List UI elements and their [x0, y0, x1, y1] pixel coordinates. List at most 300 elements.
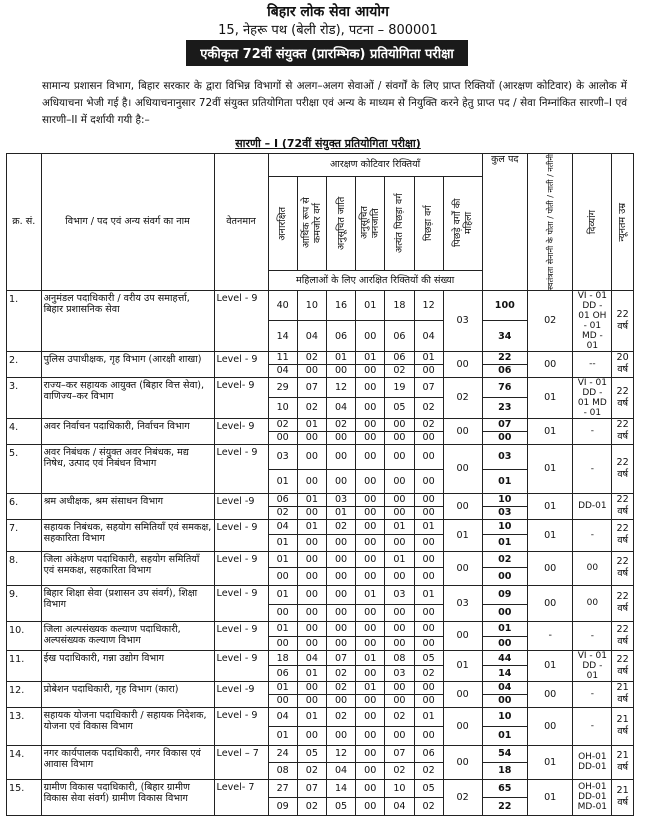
col-ebc: अत्यंत पिछड़ा वर्ग — [385, 176, 414, 270]
table-row — [7, 377, 634, 397]
row-women-vacancy: 04 — [414, 321, 443, 352]
row-min-age: 22 वर्ष — [612, 585, 634, 621]
row-vacancy: 01 — [268, 585, 297, 604]
row-dept-name: सहायक योजना पदाधिकारी / सहायक निदेशक, योजना एवं विकास विभाग — [41, 707, 214, 745]
row-women-vacancy: 00 — [326, 726, 355, 745]
row-women-vacancy: 06 — [326, 321, 355, 352]
row-vacancy: 01 — [356, 650, 385, 666]
row-vacancy: 03 — [326, 493, 355, 506]
row-women-vacancy: 00 — [356, 364, 385, 377]
row-vacancy-bcw: 00 — [443, 493, 482, 519]
row-total: 03 — [482, 444, 527, 469]
row-women-vacancy: 02 — [297, 397, 326, 418]
row-disabled: - — [573, 681, 612, 707]
row-women-vacancy: 00 — [326, 567, 355, 585]
row-freedom-fighter: 00 — [528, 681, 573, 707]
row-vacancy-bcw: 00 — [443, 707, 482, 745]
col-total: कुल पद — [482, 154, 527, 291]
row-women-vacancy: 01 — [268, 726, 297, 745]
row-women-vacancy: 00 — [356, 397, 385, 418]
row-women-vacancy: 02 — [326, 666, 355, 682]
row-women-vacancy: 05 — [326, 797, 355, 815]
row-women-vacancy: 00 — [385, 604, 414, 621]
row-vacancy: 00 — [414, 621, 443, 636]
table-row — [7, 519, 634, 534]
row-vacancy: 00 — [356, 493, 385, 506]
row-women-vacancy: 00 — [268, 431, 297, 444]
row-min-age: 22 वर्ष — [612, 650, 634, 681]
row-vacancy-bcw: 01 — [443, 650, 482, 681]
row-women-vacancy: 00 — [356, 604, 385, 621]
row-women-vacancy: 00 — [268, 694, 297, 707]
row-women-vacancy: 00 — [356, 567, 385, 585]
row-freedom-fighter: 01 — [528, 493, 573, 519]
row-dept-name: जिला अल्पसंख्यक कल्याण पदाधिकारी, अल्पसंख्यक कल्याण विभाग — [41, 621, 214, 650]
row-min-age: 21 वर्ष — [612, 745, 634, 779]
row-disabled: VI - 01 DD - 01 — [573, 650, 612, 681]
row-sn: 2. — [7, 351, 42, 377]
row-total: 01 — [482, 621, 527, 636]
row-women-vacancy: 00 — [414, 567, 443, 585]
row-pay-level: Level - 9 — [214, 519, 268, 551]
row-women-vacancy: 04 — [385, 797, 414, 815]
row-disabled: -- — [573, 351, 612, 377]
row-women-vacancy: 02 — [414, 762, 443, 779]
row-women-vacancy: 02 — [414, 666, 443, 682]
row-pay-level: Level - 9 — [214, 444, 268, 493]
row-women-vacancy: 00 — [268, 604, 297, 621]
row-vacancy: 00 — [356, 418, 385, 431]
row-vacancy: 00 — [297, 551, 326, 567]
row-vacancy-bcw: 02 — [443, 377, 482, 418]
row-vacancy: 00 — [356, 707, 385, 726]
row-vacancy-bcw: 03 — [443, 585, 482, 621]
row-women-vacancy: 00 — [356, 762, 385, 779]
exam-title-banner: एकीकृत 72वीं संयुक्त (प्रारम्भिक) प्रतियोगिता परीक्षा — [186, 40, 468, 66]
row-pay-level: Level – 7 — [214, 745, 268, 779]
row-women-vacancy: 00 — [414, 636, 443, 650]
row-freedom-fighter: 01 — [528, 418, 573, 444]
row-total-women: 03 — [482, 506, 527, 519]
row-total: 10 — [482, 493, 527, 506]
table-row — [7, 707, 634, 726]
row-sn: 9. — [7, 585, 42, 621]
row-dept-name: सहायक निबंधक, सहयोग समितियाँ एवं समकक्ष, सहकारिता विभाग — [41, 519, 214, 551]
row-vacancy: 01 — [356, 290, 385, 321]
row-total-women: 00 — [482, 567, 527, 585]
row-vacancy: 02 — [414, 418, 443, 431]
row-women-vacancy: 01 — [268, 469, 297, 493]
row-dept-name: प्रोबेशन पदाधिकारी, गृह विभाग (कारा) — [41, 681, 214, 707]
row-total-women: 00 — [482, 636, 527, 650]
row-women-vacancy: 06 — [268, 666, 297, 682]
row-vacancy: 08 — [385, 650, 414, 666]
row-min-age: 20 वर्ष — [612, 351, 634, 377]
col-pay: वेतनमान — [214, 154, 268, 291]
row-vacancy: 00 — [385, 493, 414, 506]
table-row — [7, 290, 634, 321]
row-vacancy: 07 — [326, 650, 355, 666]
row-women-vacancy: 02 — [385, 762, 414, 779]
row-vacancy: 00 — [326, 444, 355, 469]
row-vacancy-bcw: 00 — [443, 745, 482, 779]
row-vacancy: 12 — [326, 745, 355, 762]
row-total: 07 — [482, 418, 527, 431]
row-freedom-fighter: 01 — [528, 745, 573, 779]
row-vacancy: 00 — [297, 585, 326, 604]
row-vacancy: 14 — [326, 779, 355, 797]
row-dept-name: जिला अंकेक्षण पदाधिकारी, सहयोग समितियाँ एवं समकक्ष, सहकारिता विभाग — [41, 551, 214, 585]
row-freedom-fighter: - — [528, 621, 573, 650]
row-vacancy: 00 — [385, 444, 414, 469]
row-total-women: 23 — [482, 397, 527, 418]
row-women-vacancy: 00 — [414, 534, 443, 551]
row-dept-name: श्रम अधीक्षक, श्रम संसाधन विभाग — [41, 493, 214, 519]
row-sn: 15. — [7, 779, 42, 815]
row-vacancy: 11 — [268, 351, 297, 364]
row-disabled: - — [573, 519, 612, 551]
row-sn: 6. — [7, 493, 42, 519]
row-pay-level: Level - 9 — [214, 585, 268, 621]
table-row — [7, 681, 634, 694]
row-vacancy: 01 — [356, 351, 385, 364]
row-women-vacancy: 00 — [297, 506, 326, 519]
row-vacancy: 00 — [326, 551, 355, 567]
women-reserved-note: महिलाओं के लिए आरक्षित रिक्तियों की संख्या — [268, 270, 482, 290]
row-disabled: VI - 01 DD - 01 OH - 01 MD - 01 — [573, 290, 612, 351]
row-vacancy: 01 — [268, 621, 297, 636]
row-min-age: 22 वर्ष — [612, 519, 634, 551]
row-sn: 7. — [7, 519, 42, 551]
row-women-vacancy: 00 — [385, 534, 414, 551]
table-caption: सारणी – I (72वीं संयुक्त प्रतियोगिता परीक्षा) — [235, 137, 421, 150]
row-pay-level: Level - 9 — [214, 707, 268, 745]
row-pay-level: Level- 9 — [214, 377, 268, 418]
row-vacancy: 01 — [326, 351, 355, 364]
row-sn: 12. — [7, 681, 42, 707]
row-vacancy: 05 — [297, 745, 326, 762]
row-vacancy: 06 — [414, 745, 443, 762]
row-pay-level: Level - 9 — [214, 621, 268, 650]
row-women-vacancy: 00 — [414, 604, 443, 621]
table-row — [7, 444, 634, 469]
row-dept-name: ईख पदाधिकारी, गन्ना उद्योग विभाग — [41, 650, 214, 681]
row-vacancy: 03 — [268, 444, 297, 469]
row-vacancy: 01 — [385, 551, 414, 567]
row-women-vacancy: 00 — [297, 534, 326, 551]
row-total: 76 — [482, 377, 527, 397]
row-women-vacancy: 00 — [385, 469, 414, 493]
row-vacancy: 00 — [297, 444, 326, 469]
col-st: अनुसूचित जनजाति — [356, 176, 385, 270]
row-vacancy-bcw: 02 — [443, 779, 482, 815]
row-pay-level: Level- 9 — [214, 418, 268, 444]
row-women-vacancy: 00 — [297, 726, 326, 745]
row-vacancy: 00 — [385, 621, 414, 636]
row-vacancy: 04 — [268, 707, 297, 726]
row-women-vacancy: 06 — [385, 321, 414, 352]
row-women-vacancy: 00 — [297, 567, 326, 585]
table-row — [7, 779, 634, 797]
col-unreserved: अनारक्षित — [268, 176, 297, 270]
row-disabled: DD-01 — [573, 493, 612, 519]
row-women-vacancy: 00 — [356, 321, 385, 352]
row-women-vacancy: 00 — [326, 364, 355, 377]
col-freedom-fighter: स्वतंत्रता सेनानी के पोता / पोती / नाती / नतीनी — [528, 154, 573, 291]
row-women-vacancy: 01 — [297, 666, 326, 682]
row-pay-level: Level - 9 — [214, 650, 268, 681]
row-vacancy: 00 — [356, 377, 385, 397]
col-reservation: आरक्षण कोटिवार रिक्तियाँ — [268, 154, 482, 177]
row-vacancy: 00 — [356, 519, 385, 534]
row-women-vacancy: 01 — [268, 534, 297, 551]
row-women-vacancy: 02 — [385, 364, 414, 377]
row-vacancy: 12 — [326, 377, 355, 397]
row-vacancy: 00 — [356, 621, 385, 636]
row-pay-level: Level - 9 — [214, 551, 268, 585]
row-min-age: 21 वर्ष — [612, 779, 634, 815]
row-vacancy: 01 — [297, 519, 326, 534]
row-vacancy-bcw: 01 — [443, 519, 482, 551]
org-address: 15, नेहरू पथ (बेली रोड), पटना – 800001 — [218, 23, 438, 38]
col-bc-women: पिछड़े वर्गों की महिला — [443, 176, 482, 270]
row-total-women: 18 — [482, 762, 527, 779]
row-women-vacancy: 00 — [326, 534, 355, 551]
table-row — [7, 650, 634, 666]
row-vacancy: 00 — [297, 621, 326, 636]
row-vacancy: 00 — [356, 779, 385, 797]
row-women-vacancy: 00 — [414, 431, 443, 444]
row-women-vacancy: 10 — [268, 397, 297, 418]
row-vacancy: 16 — [326, 290, 355, 321]
row-total-women: 00 — [482, 694, 527, 707]
table-row — [7, 585, 634, 604]
row-women-vacancy: 04 — [326, 762, 355, 779]
row-vacancy: 01 — [414, 351, 443, 364]
row-total: 65 — [482, 779, 527, 797]
row-pay-level: Level -9 — [214, 681, 268, 707]
row-disabled: - — [573, 707, 612, 745]
table-row — [7, 745, 634, 762]
row-sn: 1. — [7, 290, 42, 351]
row-vacancy: 00 — [326, 621, 355, 636]
row-women-vacancy: 00 — [414, 726, 443, 745]
row-freedom-fighter: 02 — [528, 290, 573, 351]
row-women-vacancy: 05 — [385, 397, 414, 418]
row-women-vacancy: 03 — [385, 666, 414, 682]
row-women-vacancy: 01 — [326, 506, 355, 519]
row-total-women: 01 — [482, 469, 527, 493]
row-vacancy-bcw: 03 — [443, 290, 482, 351]
row-min-age: 22 वर्ष — [612, 377, 634, 418]
row-vacancy: 00 — [385, 681, 414, 694]
row-sn: 8. — [7, 551, 42, 585]
row-freedom-fighter: 01 — [528, 377, 573, 418]
row-women-vacancy: 00 — [297, 604, 326, 621]
row-women-vacancy: 00 — [356, 469, 385, 493]
row-min-age: 21 वर्ष — [612, 707, 634, 745]
row-women-vacancy: 00 — [414, 506, 443, 519]
row-total: 02 — [482, 551, 527, 567]
row-vacancy: 01 — [356, 585, 385, 604]
row-freedom-fighter: 00 — [528, 707, 573, 745]
row-vacancy: 07 — [297, 779, 326, 797]
row-vacancy: 01 — [268, 551, 297, 567]
row-women-vacancy: 00 — [297, 694, 326, 707]
row-women-vacancy: 00 — [385, 636, 414, 650]
row-vacancy: 07 — [297, 377, 326, 397]
row-vacancy: 02 — [326, 418, 355, 431]
row-total-women: 14 — [482, 666, 527, 682]
row-pay-level: Level- 7 — [214, 779, 268, 815]
col-ews: आर्थिक रूप से कमजोर वर्ग — [297, 176, 326, 270]
table-row — [7, 551, 634, 567]
row-vacancy: 40 — [268, 290, 297, 321]
row-women-vacancy: 00 — [268, 567, 297, 585]
row-total: 22 — [482, 351, 527, 364]
intro-paragraph: सामान्य प्रशासन विभाग, बिहार सरकार के द्वारा विभिन्न विभागों से अलग–अलग सेवाओं / संवर्गों के लिए प्राप्त रिक्तियों (आरक्षण कोटिवार) के आलोक में अधियाचना भेजी गई है। अधियाचनानुसार 72वीं संयुक्त प्रतियोगिता परीक्षा एवं अन्य के माध्यम से नियुक्ति करने हेतु प्राप्त पद / सेवा निम्नांकित सारणी–I एवं सारणी–II में दर्शायी गयी है:– — [42, 80, 627, 126]
row-vacancy: 00 — [414, 681, 443, 694]
row-vacancy: 00 — [326, 585, 355, 604]
row-vacancy: 02 — [268, 418, 297, 431]
col-min-age: न्यूनतम उम्र — [612, 154, 634, 291]
row-vacancy: 01 — [414, 585, 443, 604]
row-min-age: 22 वर्ष — [612, 290, 634, 351]
row-sn: 10. — [7, 621, 42, 650]
row-women-vacancy: 08 — [268, 762, 297, 779]
col-disabled: दिव्यांग — [573, 154, 612, 291]
row-vacancy-bcw: 00 — [443, 681, 482, 707]
row-women-vacancy: 02 — [268, 506, 297, 519]
row-vacancy-bcw: 00 — [443, 621, 482, 650]
org-name: बिहार लोक सेवा आयोग — [267, 4, 389, 20]
row-women-vacancy: 00 — [356, 534, 385, 551]
row-disabled: - — [573, 418, 612, 444]
row-women-vacancy: 00 — [297, 431, 326, 444]
row-women-vacancy: 02 — [414, 797, 443, 815]
row-women-vacancy: 00 — [414, 364, 443, 377]
row-vacancy: 24 — [268, 745, 297, 762]
row-dept-name: अवर निर्वाचन पदाधिकारी, निर्वाचन विभाग — [41, 418, 214, 444]
row-vacancy: 02 — [385, 707, 414, 726]
row-total-women: 00 — [482, 431, 527, 444]
row-vacancy: 01 — [297, 707, 326, 726]
row-women-vacancy: 04 — [326, 397, 355, 418]
row-total: 10 — [482, 707, 527, 726]
row-women-vacancy: 00 — [356, 694, 385, 707]
row-total-women: 01 — [482, 534, 527, 551]
row-women-vacancy: 00 — [326, 694, 355, 707]
row-women-vacancy: 00 — [414, 694, 443, 707]
row-vacancy-bcw: 00 — [443, 444, 482, 493]
row-women-vacancy: 00 — [268, 636, 297, 650]
row-dept-name: बिहार शिक्षा सेवा (प्रशासन उप संवर्ग), शिक्षा विभाग — [41, 585, 214, 621]
row-total: 54 — [482, 745, 527, 762]
row-pay-level: Level -9 — [214, 493, 268, 519]
row-sn: 4. — [7, 418, 42, 444]
row-women-vacancy: 00 — [326, 469, 355, 493]
row-vacancy: 01 — [297, 418, 326, 431]
row-vacancy: 29 — [268, 377, 297, 397]
row-freedom-fighter: 00 — [528, 351, 573, 377]
row-vacancy: 27 — [268, 779, 297, 797]
row-vacancy: 07 — [385, 745, 414, 762]
row-vacancy: 00 — [356, 444, 385, 469]
row-sn: 11. — [7, 650, 42, 681]
row-min-age: 22 वर्ष — [612, 551, 634, 585]
row-total: 04 — [482, 681, 527, 694]
row-women-vacancy: 00 — [356, 726, 385, 745]
row-freedom-fighter: 01 — [528, 444, 573, 493]
row-vacancy: 00 — [414, 493, 443, 506]
row-vacancy: 00 — [297, 681, 326, 694]
row-women-vacancy: 00 — [414, 469, 443, 493]
row-vacancy: 05 — [414, 779, 443, 797]
row-women-vacancy: 00 — [326, 604, 355, 621]
row-pay-level: Level - 9 — [214, 351, 268, 377]
row-freedom-fighter: 00 — [528, 585, 573, 621]
row-vacancy: 02 — [297, 351, 326, 364]
row-vacancy-bcw: 00 — [443, 418, 482, 444]
row-min-age: 21 वर्ष — [612, 681, 634, 707]
row-sn: 13. — [7, 707, 42, 745]
row-vacancy: 04 — [297, 650, 326, 666]
row-vacancy: 02 — [326, 707, 355, 726]
row-vacancy: 02 — [326, 519, 355, 534]
row-vacancy: 10 — [297, 290, 326, 321]
row-freedom-fighter: 01 — [528, 779, 573, 815]
row-total: 09 — [482, 585, 527, 604]
row-disabled: 00 — [573, 585, 612, 621]
row-vacancy: 03 — [385, 585, 414, 604]
row-women-vacancy: 02 — [297, 762, 326, 779]
row-disabled: OH-01 DD-01 MD-01 — [573, 779, 612, 815]
row-women-vacancy: 00 — [356, 506, 385, 519]
row-women-vacancy: 00 — [385, 694, 414, 707]
row-women-vacancy: 09 — [268, 797, 297, 815]
row-vacancy: 00 — [414, 551, 443, 567]
row-pay-level: Level - 9 — [214, 290, 268, 351]
row-total-women: 00 — [482, 604, 527, 621]
row-women-vacancy: 00 — [326, 636, 355, 650]
row-women-vacancy: 00 — [297, 636, 326, 650]
row-disabled: 00 — [573, 551, 612, 585]
row-vacancy: 01 — [268, 681, 297, 694]
row-vacancy: 02 — [326, 681, 355, 694]
row-dept-name: पुलिस उपाधीक्षक, गृह विभाग (आरक्षी शाखा) — [41, 351, 214, 377]
row-min-age: 22 वर्ष — [612, 444, 634, 493]
row-women-vacancy: 02 — [297, 797, 326, 815]
row-min-age: 22 वर्ष — [612, 621, 634, 650]
row-dept-name: नगर कार्यपालक पदाधिकारी, नगर विकास एवं आवास विभाग — [41, 745, 214, 779]
table-row — [7, 418, 634, 431]
row-disabled: VI - 01 DD - 01 MD - 01 — [573, 377, 612, 418]
row-women-vacancy: 00 — [356, 431, 385, 444]
row-vacancy: 00 — [356, 745, 385, 762]
row-vacancy: 00 — [356, 551, 385, 567]
row-min-age: 22 वर्ष — [612, 418, 634, 444]
row-women-vacancy: 00 — [385, 506, 414, 519]
row-women-vacancy: 04 — [297, 321, 326, 352]
row-vacancy: 01 — [385, 519, 414, 534]
row-vacancy-bcw: 00 — [443, 351, 482, 377]
row-women-vacancy: 00 — [356, 636, 385, 650]
row-sn: 14. — [7, 745, 42, 779]
row-total-women: 01 — [482, 726, 527, 745]
row-vacancy: 06 — [268, 493, 297, 506]
row-sn: 5. — [7, 444, 42, 493]
row-freedom-fighter: 00 — [528, 551, 573, 585]
